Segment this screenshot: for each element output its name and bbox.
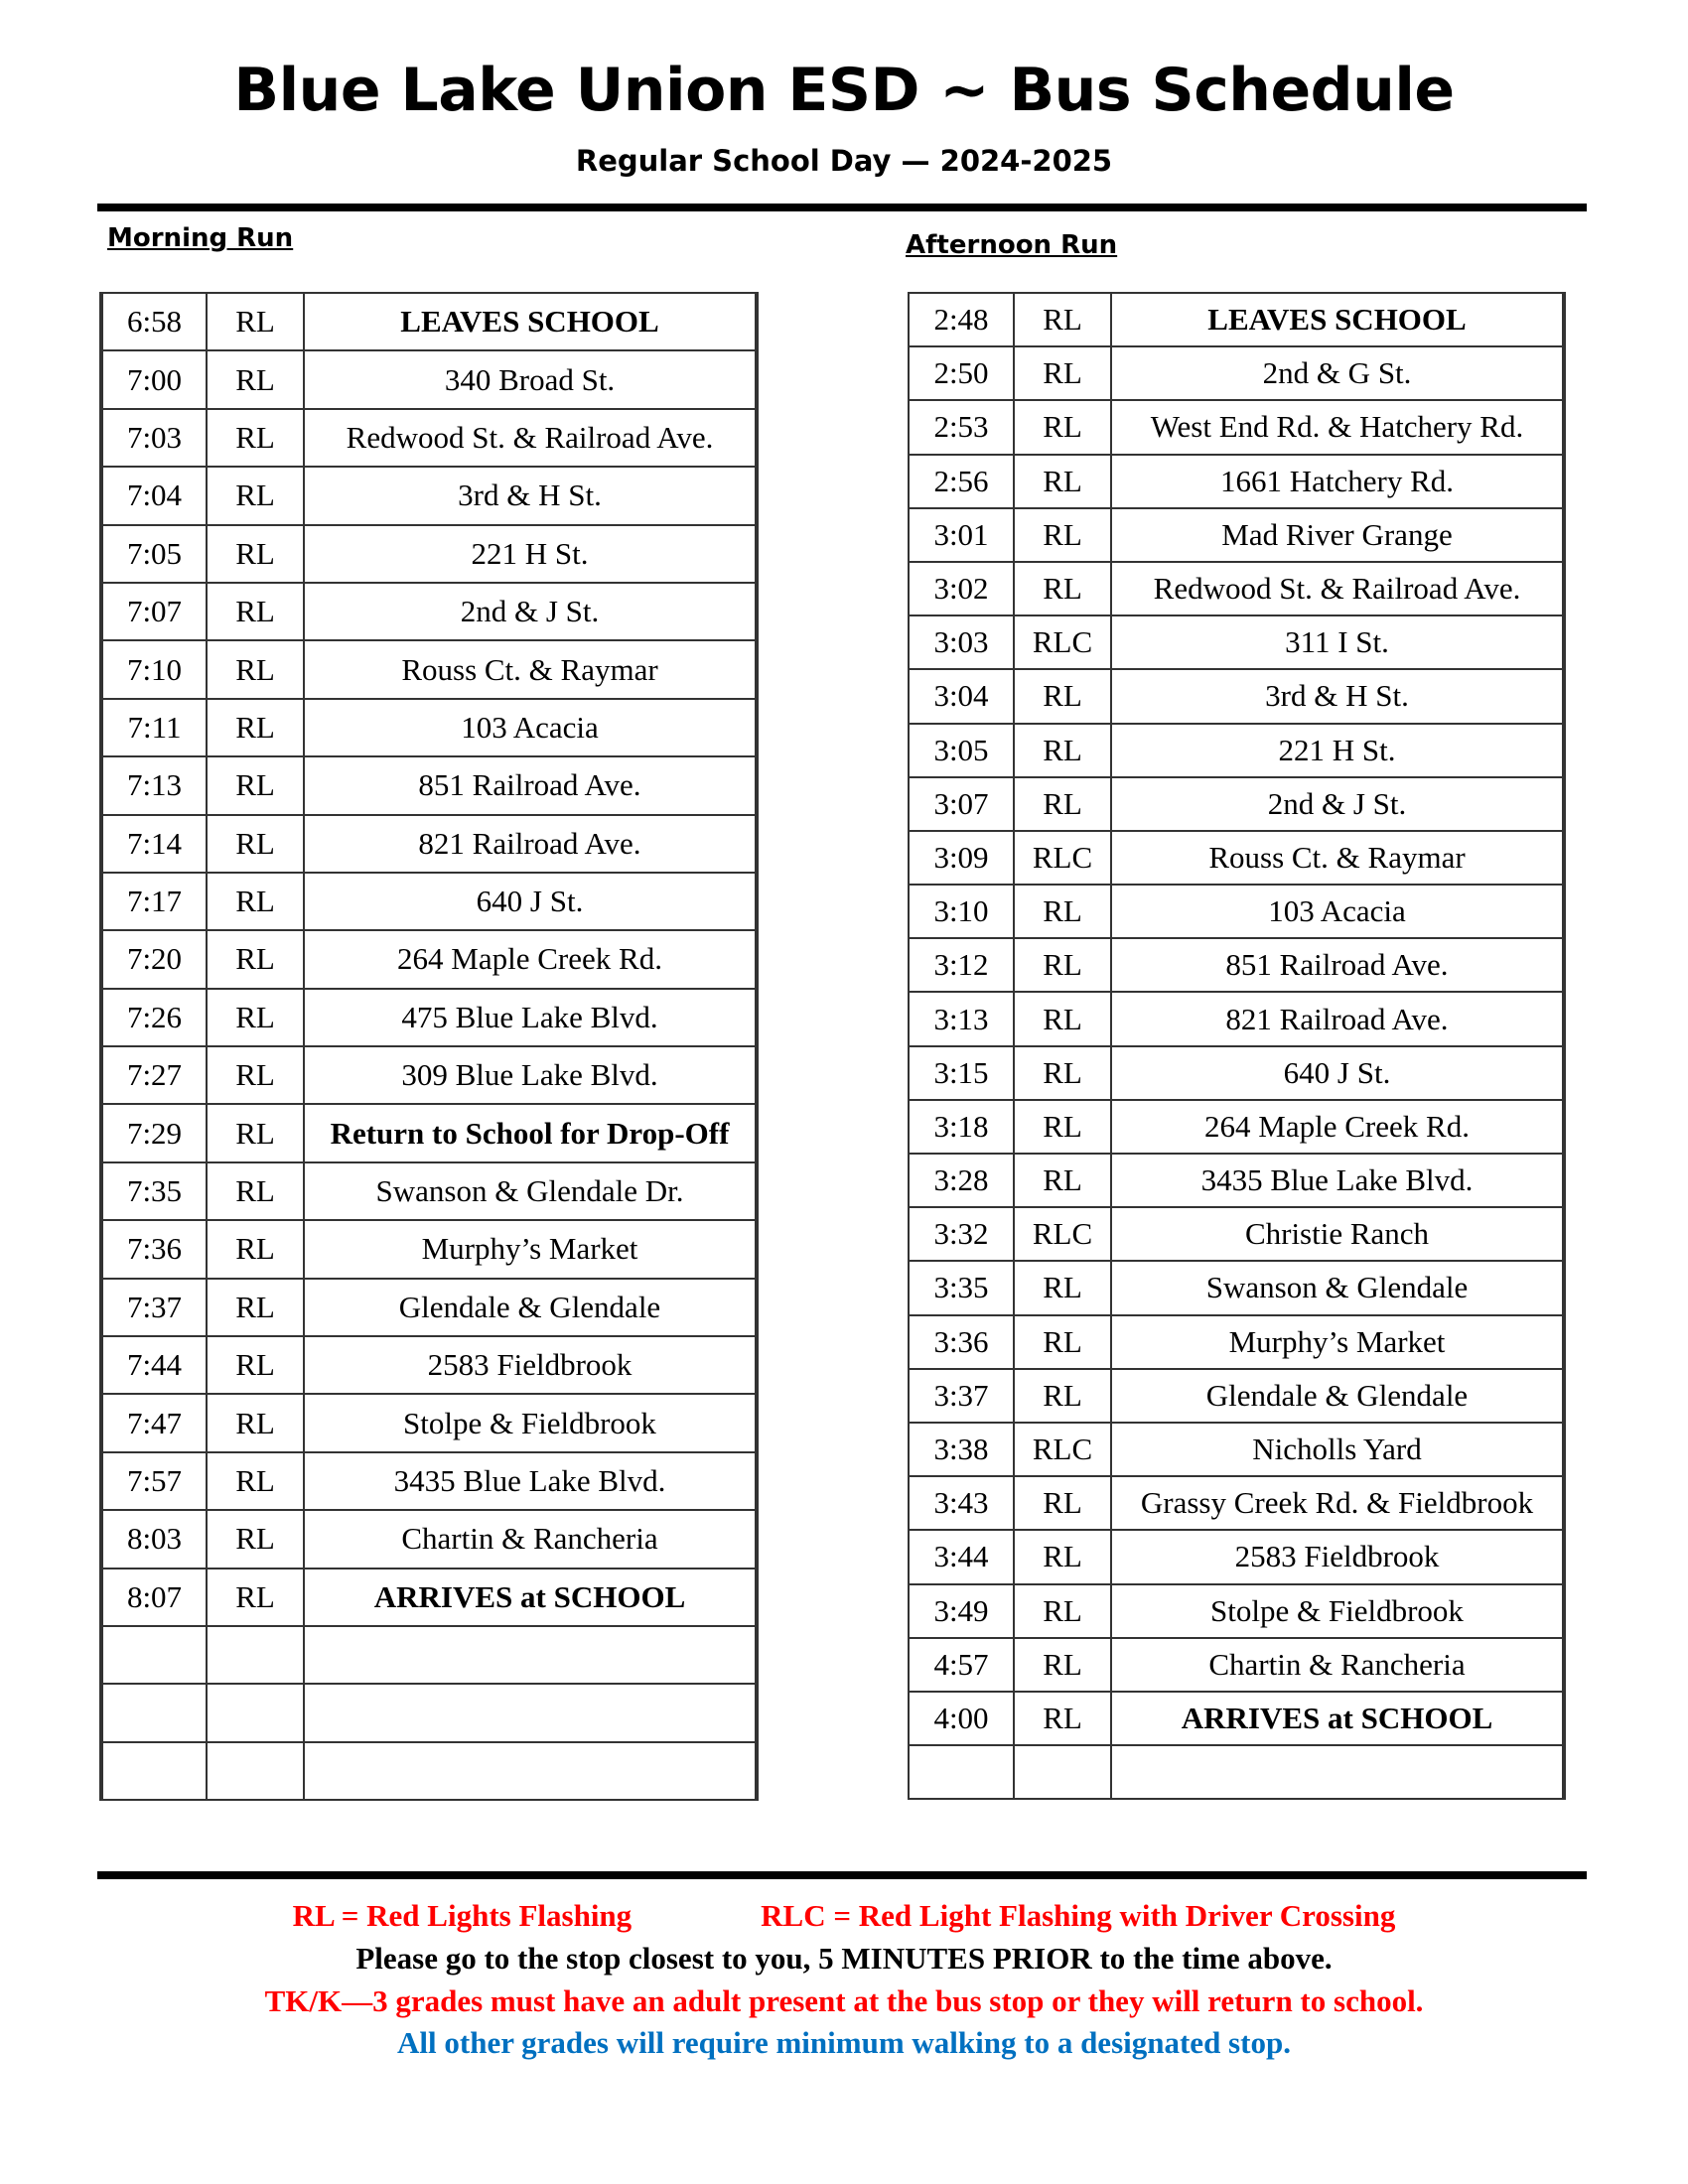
stop-cell: Redwood St. & Railroad Ave.: [304, 409, 757, 467]
code-cell: RLC: [1014, 1207, 1111, 1261]
schedule-row: [909, 1692, 1564, 1745]
time-cell: 3:05: [909, 724, 1014, 777]
code-cell: RL: [1014, 562, 1111, 615]
schedule-row: [909, 1423, 1564, 1476]
schedule-row: [101, 756, 757, 814]
time-cell: 7:03: [101, 409, 207, 467]
code-cell: RL: [1014, 455, 1111, 508]
afternoon-schedule-table: [908, 292, 1566, 1800]
time-cell: 3:36: [909, 1315, 1014, 1369]
time-cell: 3:32: [909, 1207, 1014, 1261]
time-cell: 2:48: [909, 293, 1014, 346]
schedule-row: [909, 992, 1564, 1045]
schedule-row: [101, 989, 757, 1046]
schedule-row: [101, 467, 757, 524]
code-cell: RL: [1014, 1638, 1111, 1692]
time-cell: 7:27: [101, 1046, 207, 1104]
code-cell: [207, 1684, 304, 1741]
time-cell: 2:56: [909, 455, 1014, 508]
schedule-row: [909, 1745, 1564, 1799]
schedule-row: [101, 873, 757, 930]
stop-cell: LEAVES SCHOOL: [304, 293, 757, 350]
code-cell: RL: [1014, 346, 1111, 400]
code-cell: RL: [1014, 1100, 1111, 1154]
time-cell: 7:17: [101, 873, 207, 930]
stop-cell: 3rd & H St.: [304, 467, 757, 524]
code-cell: RL: [207, 1336, 304, 1394]
stop-cell: 2nd & J St.: [1111, 777, 1564, 831]
schedule-row: [101, 1336, 757, 1394]
schedule-row: [101, 930, 757, 988]
stop-cell: 821 Railroad Ave.: [1111, 992, 1564, 1045]
schedule-row: [909, 293, 1564, 346]
schedule-row: [101, 699, 757, 756]
morning-rows: [101, 293, 757, 1800]
code-cell: RL: [207, 699, 304, 756]
stop-cell: 3435 Blue Lake Blvd.: [1111, 1154, 1564, 1207]
stop-cell: Murphy’s Market: [1111, 1315, 1564, 1369]
stop-cell: West End Rd. & Hatchery Rd.: [1111, 400, 1564, 454]
code-cell: RL: [207, 1569, 304, 1626]
schedule-row: [909, 1207, 1564, 1261]
stop-cell: [304, 1626, 757, 1684]
schedule-row: [909, 1100, 1564, 1154]
stop-cell: Chartin & Rancheria: [304, 1510, 757, 1568]
stop-cell: 2nd & G St.: [1111, 346, 1564, 400]
time-cell: 3:28: [909, 1154, 1014, 1207]
time-cell: [909, 1745, 1014, 1799]
schedule-row: [101, 1742, 757, 1800]
time-cell: 3:12: [909, 938, 1014, 992]
schedule-row: [909, 724, 1564, 777]
schedule-row: [909, 777, 1564, 831]
schedule-row: [909, 400, 1564, 454]
time-cell: 3:07: [909, 777, 1014, 831]
code-cell: RL: [207, 1510, 304, 1568]
time-cell: 7:10: [101, 640, 207, 698]
schedule-row: [101, 1510, 757, 1568]
stop-cell: 221 H St.: [304, 525, 757, 583]
time-cell: 2:53: [909, 400, 1014, 454]
page-title: Blue Lake Union ESD ~ Bus Schedule: [233, 56, 1455, 125]
schedule-row: [101, 409, 757, 467]
code-cell: RL: [207, 1279, 304, 1336]
time-cell: 7:14: [101, 815, 207, 873]
stop-cell: 851 Railroad Ave.: [304, 756, 757, 814]
schedule-row: [101, 1626, 757, 1684]
stop-cell: 221 H St.: [1111, 724, 1564, 777]
stop-cell: ARRIVES at SCHOOL: [1111, 1692, 1564, 1745]
schedule-row: [909, 1315, 1564, 1369]
stop-cell: Rouss Ct. & Raymar: [1111, 831, 1564, 885]
time-cell: 3:35: [909, 1261, 1014, 1314]
code-cell: RL: [1014, 1692, 1111, 1745]
code-cell: RL: [207, 1104, 304, 1161]
stop-cell: 821 Railroad Ave.: [304, 815, 757, 873]
code-cell: RLC: [1014, 615, 1111, 669]
schedule-row: [101, 1452, 757, 1510]
schedule-row: [101, 1394, 757, 1451]
code-cell: RL: [1014, 1046, 1111, 1100]
time-cell: 7:26: [101, 989, 207, 1046]
instruction-line: Please go to the stop closest to you, 5 MINUTES PRIOR to the time above.: [355, 1941, 1333, 1976]
code-cell: RLC: [1014, 831, 1111, 885]
code-cell: RL: [1014, 992, 1111, 1045]
code-cell: RL: [207, 1452, 304, 1510]
time-cell: 7:11: [101, 699, 207, 756]
time-cell: 8:07: [101, 1569, 207, 1626]
rl-legend: RL = Red Lights Flashing: [292, 1898, 633, 1933]
code-cell: RL: [207, 930, 304, 988]
time-cell: 7:35: [101, 1162, 207, 1220]
stop-cell: 103 Acacia: [304, 699, 757, 756]
stop-cell: Chartin & Rancheria: [1111, 1638, 1564, 1692]
schedule-row: [101, 525, 757, 583]
schedule-row: [101, 1569, 757, 1626]
schedule-row: [101, 583, 757, 640]
time-cell: 7:07: [101, 583, 207, 640]
code-cell: [1014, 1745, 1111, 1799]
code-cell: RL: [207, 873, 304, 930]
schedule-row: [909, 1476, 1564, 1530]
code-cell: RL: [207, 350, 304, 408]
time-cell: 7:37: [101, 1279, 207, 1336]
time-cell: 3:15: [909, 1046, 1014, 1100]
time-cell: 4:57: [909, 1638, 1014, 1692]
code-cell: [207, 1742, 304, 1800]
time-cell: 3:44: [909, 1530, 1014, 1583]
rlc-legend: RLC = Red Light Flashing with Driver Crossing: [761, 1898, 1396, 1933]
code-cell: RL: [207, 409, 304, 467]
stop-cell: 640 J St.: [1111, 1046, 1564, 1100]
code-cell: RL: [207, 815, 304, 873]
stop-cell: 103 Acacia: [1111, 885, 1564, 938]
stop-cell: 309 Blue Lake Blvd.: [304, 1046, 757, 1104]
schedule-row: [909, 508, 1564, 562]
time-cell: 7:04: [101, 467, 207, 524]
code-cell: RL: [207, 1046, 304, 1104]
schedule-row: [909, 1261, 1564, 1314]
schedule-row: [101, 1046, 757, 1104]
code-cell: RL: [207, 467, 304, 524]
time-cell: 7:13: [101, 756, 207, 814]
stop-cell: Murphy’s Market: [304, 1220, 757, 1278]
stop-cell: [304, 1742, 757, 1800]
code-cell: RL: [1014, 508, 1111, 562]
code-cell: RL: [207, 1394, 304, 1451]
code-cell: RLC: [1014, 1423, 1111, 1476]
code-cell: RL: [207, 1220, 304, 1278]
stop-cell: 2nd & J St.: [304, 583, 757, 640]
code-cell: RL: [1014, 1315, 1111, 1369]
schedule-row: [101, 640, 757, 698]
stop-cell: 340 Broad St.: [304, 350, 757, 408]
stop-cell: 264 Maple Creek Rd.: [1111, 1100, 1564, 1154]
stop-cell: Rouss Ct. & Raymar: [304, 640, 757, 698]
code-cell: RL: [1014, 1261, 1111, 1314]
time-cell: 2:50: [909, 346, 1014, 400]
stop-cell: Christie Ranch: [1111, 1207, 1564, 1261]
schedule-row: [909, 1369, 1564, 1423]
schedule-row: [101, 350, 757, 408]
code-cell: RL: [1014, 1476, 1111, 1530]
code-cell: RL: [207, 293, 304, 350]
stop-cell: 3435 Blue Lake Blvd.: [304, 1452, 757, 1510]
time-cell: 3:38: [909, 1423, 1014, 1476]
stop-cell: 851 Railroad Ave.: [1111, 938, 1564, 992]
schedule-row: [909, 669, 1564, 723]
legend-line: [0, 1898, 1688, 1934]
top-divider: [97, 204, 1587, 211]
time-cell: 7:00: [101, 350, 207, 408]
stop-cell: Mad River Grange: [1111, 508, 1564, 562]
stop-cell: 640 J St.: [304, 873, 757, 930]
afternoon-rows: [909, 293, 1564, 1799]
schedule-row: [101, 1162, 757, 1220]
schedule-row: [909, 831, 1564, 885]
stop-cell: Swanson & Glendale Dr.: [304, 1162, 757, 1220]
time-cell: 3:02: [909, 562, 1014, 615]
schedule-row: [101, 1279, 757, 1336]
stop-cell: Stolpe & Fieldbrook: [304, 1394, 757, 1451]
time-cell: 3:37: [909, 1369, 1014, 1423]
time-cell: [101, 1684, 207, 1741]
code-cell: RL: [1014, 938, 1111, 992]
time-cell: 3:49: [909, 1584, 1014, 1638]
stop-cell: 475 Blue Lake Blvd.: [304, 989, 757, 1046]
schedule-row: [101, 1684, 757, 1741]
code-cell: RL: [207, 525, 304, 583]
bottom-divider: [97, 1871, 1587, 1879]
time-cell: 7:20: [101, 930, 207, 988]
stop-cell: 3rd & H St.: [1111, 669, 1564, 723]
schedule-row: [909, 1046, 1564, 1100]
time-cell: 3:04: [909, 669, 1014, 723]
afternoon-run-label: Afternoon Run: [906, 230, 1118, 260]
time-cell: 3:03: [909, 615, 1014, 669]
code-cell: RL: [207, 583, 304, 640]
code-cell: [207, 1626, 304, 1684]
stop-cell: 2583 Fieldbrook: [1111, 1530, 1564, 1583]
stop-cell: LEAVES SCHOOL: [1111, 293, 1564, 346]
stop-cell: Glendale & Glendale: [304, 1279, 757, 1336]
code-cell: RL: [1014, 669, 1111, 723]
code-cell: RL: [1014, 1530, 1111, 1583]
code-cell: RL: [1014, 777, 1111, 831]
time-cell: 8:03: [101, 1510, 207, 1568]
schedule-row: [909, 562, 1564, 615]
code-cell: RL: [207, 1162, 304, 1220]
time-cell: 3:10: [909, 885, 1014, 938]
schedule-row: [909, 1638, 1564, 1692]
stop-cell: 1661 Hatchery Rd.: [1111, 455, 1564, 508]
code-cell: RL: [1014, 1154, 1111, 1207]
schedule-row: [101, 815, 757, 873]
schedule-row: [909, 346, 1564, 400]
schedule-row: [909, 455, 1564, 508]
schedule-row: [909, 1530, 1564, 1583]
stop-cell: 311 I St.: [1111, 615, 1564, 669]
stop-cell: Return to School for Drop-Off: [304, 1104, 757, 1161]
stop-cell: Redwood St. & Railroad Ave.: [1111, 562, 1564, 615]
time-cell: 7:44: [101, 1336, 207, 1394]
morning-run-label: Morning Run: [107, 223, 294, 253]
code-cell: RL: [1014, 885, 1111, 938]
page-subtitle: Regular School Day — 2024-2025: [575, 144, 1113, 178]
code-cell: RL: [1014, 1369, 1111, 1423]
schedule-row: [909, 615, 1564, 669]
time-cell: 7:29: [101, 1104, 207, 1161]
stop-cell: [1111, 1745, 1564, 1799]
code-cell: RL: [207, 989, 304, 1046]
time-cell: [101, 1742, 207, 1800]
stop-cell: [304, 1684, 757, 1741]
stop-cell: 2583 Fieldbrook: [304, 1336, 757, 1394]
schedule-row: [101, 1220, 757, 1278]
schedule-row: [101, 293, 757, 350]
code-cell: RL: [207, 756, 304, 814]
code-cell: RL: [207, 640, 304, 698]
time-cell: 3:43: [909, 1476, 1014, 1530]
code-cell: RL: [1014, 1584, 1111, 1638]
schedule-row: [909, 1154, 1564, 1207]
stop-cell: Grassy Creek Rd. & Fieldbrook: [1111, 1476, 1564, 1530]
code-cell: RL: [1014, 400, 1111, 454]
time-cell: 7:05: [101, 525, 207, 583]
code-cell: RL: [1014, 293, 1111, 346]
stop-cell: Stolpe & Fieldbrook: [1111, 1584, 1564, 1638]
time-cell: 3:09: [909, 831, 1014, 885]
stop-cell: ARRIVES at SCHOOL: [304, 1569, 757, 1626]
stop-cell: Swanson & Glendale: [1111, 1261, 1564, 1314]
tk-notice-line: TK/K—3 grades must have an adult present at the bus stop or they will return to school.: [264, 1983, 1424, 2018]
schedule-row: [909, 938, 1564, 992]
code-cell: RL: [1014, 724, 1111, 777]
time-cell: 3:13: [909, 992, 1014, 1045]
schedule-row: [101, 1104, 757, 1161]
time-cell: 6:58: [101, 293, 207, 350]
time-cell: 3:18: [909, 1100, 1014, 1154]
other-grades-notice-line: All other grades will require minimum walking to a designated stop.: [397, 2025, 1291, 2060]
stop-cell: Glendale & Glendale: [1111, 1369, 1564, 1423]
time-cell: 4:00: [909, 1692, 1014, 1745]
schedule-row: [909, 885, 1564, 938]
time-cell: 7:36: [101, 1220, 207, 1278]
schedule-row: [909, 1584, 1564, 1638]
time-cell: [101, 1626, 207, 1684]
stop-cell: 264 Maple Creek Rd.: [304, 930, 757, 988]
time-cell: 3:01: [909, 508, 1014, 562]
time-cell: 7:57: [101, 1452, 207, 1510]
morning-schedule-table: [99, 292, 759, 1801]
time-cell: 7:47: [101, 1394, 207, 1451]
stop-cell: Nicholls Yard: [1111, 1423, 1564, 1476]
